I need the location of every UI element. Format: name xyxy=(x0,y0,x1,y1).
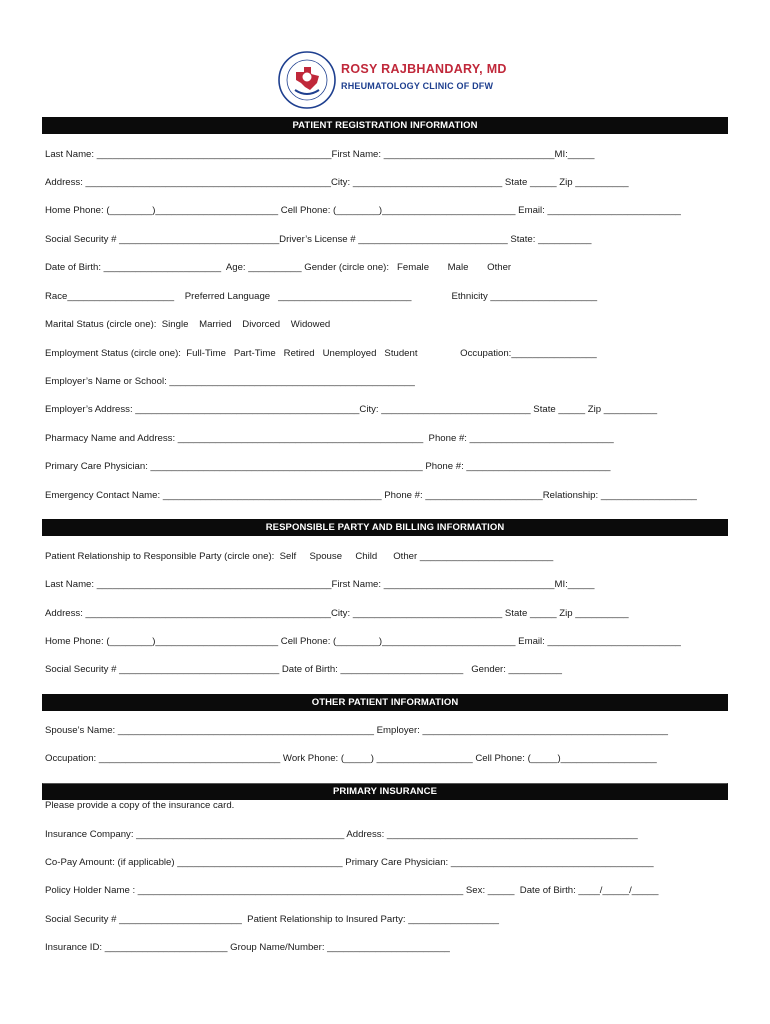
form-line: Date of Birth: ______________________ Age: __________ Gender (circle one): Female Male Other xyxy=(45,262,512,273)
form-line: Policy Holder Name : _____________________________________________________________ Sex: _____ Date of Birth: ____/_____/_____ xyxy=(45,885,659,896)
form-line: Pharmacy Name and Address: ______________________________________________ Phone #: ___________________________ xyxy=(45,433,614,444)
form-line: Insurance ID: _______________________ Group Name/Number: _______________________ xyxy=(45,942,450,953)
form-line: Emergency Contact Name: _________________________________________ Phone #: ______________________Relationship: __________________ xyxy=(45,490,697,501)
form-line: Last Name: ____________________________________________First Name: ________________________________MI:_____ xyxy=(45,579,595,590)
brand-subtitle: RHEUMATOLOGY CLINIC OF DFW xyxy=(341,81,494,91)
form-line: Address: ______________________________________________City: ____________________________ State _____ Zip __________ xyxy=(45,177,629,188)
form-line: Last Name: ____________________________________________First Name: ________________________________MI:_____ xyxy=(45,149,595,160)
form-line: Home Phone: (________)_______________________ Cell Phone: (________)_________________________ Email: _________________________ xyxy=(45,205,681,216)
clinic-logo xyxy=(277,50,337,110)
section-header-billing: RESPONSIBLE PARTY AND BILLING INFORMATION xyxy=(42,519,728,536)
form-line: Home Phone: (________)_______________________ Cell Phone: (________)_________________________ Email: _________________________ xyxy=(45,636,681,647)
form-line: Patient Relationship to Responsible Party (circle one): Self Spouse Child Other _________________________ xyxy=(45,551,554,562)
insurance-note: Please provide a copy of the insurance card. xyxy=(45,800,235,811)
form-line: Social Security # _______________________ Patient Relationship to Insured Party: _________________ xyxy=(45,914,499,925)
form-line: Social Security # ______________________________Driver’s License # ____________________________ State: __________ xyxy=(45,234,592,245)
brand-name: ROSY RAJBHANDARY, MD xyxy=(341,62,507,76)
form-line: Spouse’s Name: ________________________________________________ Employer: ______________________________________________ xyxy=(45,725,668,736)
section-header-insurance: PRIMARY INSURANCE xyxy=(42,783,728,800)
form-line: Address: ______________________________________________City: ____________________________ State _____ Zip __________ xyxy=(45,608,629,619)
form-line: Employment Status (circle one): Full-Time Part-Time Retired Unemployed Student Occupation:________________ xyxy=(45,348,597,359)
section-header-other: OTHER PATIENT INFORMATION xyxy=(42,694,728,711)
form-line: Insurance Company: _______________________________________ Address: _______________________________________________ xyxy=(45,829,638,840)
form-line: Marital Status (circle one): Single Married Divorced Widowed xyxy=(45,319,331,330)
form-line: Employer’s Name or School: ______________________________________________ xyxy=(45,376,415,387)
form-line: Occupation: __________________________________ Work Phone: (_____) __________________ Cell Phone: (_____)__________________ xyxy=(45,753,657,764)
form-line: Race____________________ Preferred Language _________________________ Ethnicity ____________________ xyxy=(45,291,598,302)
form-line: Primary Care Physician: ___________________________________________________ Phone #: ___________________________ xyxy=(45,461,611,472)
section-header-patient: PATIENT REGISTRATION INFORMATION xyxy=(42,117,728,134)
form-line: Social Security # ______________________________ Date of Birth: _______________________ Gender: __________ xyxy=(45,664,562,675)
form-line: Co-Pay Amount: (if applicable) _______________________________ Primary Care Physician: ______________________________________ xyxy=(45,857,654,868)
form-line: Employer’s Address: __________________________________________City: ____________________________ State _____ Zip __________ xyxy=(45,404,658,415)
